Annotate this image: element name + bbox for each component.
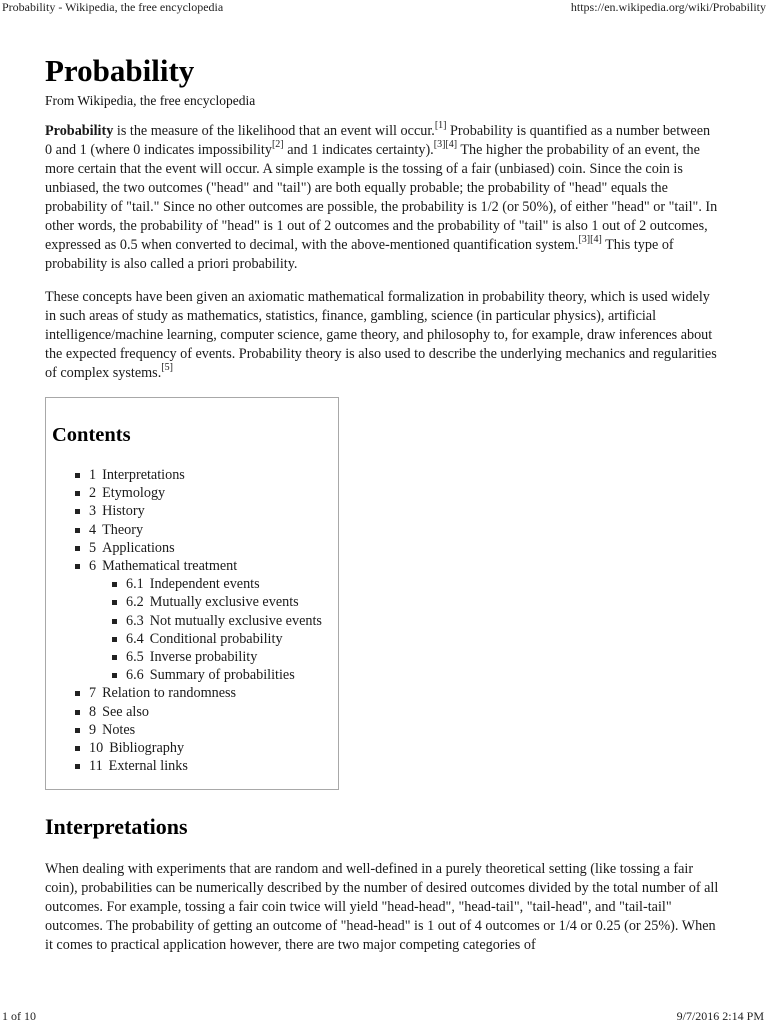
- intro-bold-term: Probability: [45, 123, 114, 139]
- section-heading-interpretations: Interpretations: [45, 814, 188, 840]
- toc-item-label: Summary of probabilities: [149, 667, 295, 684]
- toc-item-not-mutually-exclusive-events[interactable]: [52, 612, 338, 630]
- intro-text-4: The higher the probability of an event, the more certain that the event will occur. A simple example is the tossing of a fair (unbiased) coin. Since the coin is unbiased, the two outcomes ("head" and "tail") are both equally probable; the probability of "head" equals the probability of "tail." Since no other outcomes are possible, the probability is 1/2 (or 50%), of either "head" or "tail". In other words, the probability of "head" is 1 out of 2 outcomes and the probability of "tail" is also 1 out of 2 outcomes, expressed as 0.5 when converted to decimal, with the above-mentioned quantification system.: [45, 142, 718, 253]
- toc-item-label: Bibliography: [109, 740, 185, 757]
- toc-item-number: 7: [89, 685, 97, 702]
- toc-item-number: 6.4: [126, 630, 144, 647]
- intro-text-3: and 1 indicates certainty).: [283, 142, 434, 158]
- toc-item-notes[interactable]: [52, 721, 338, 739]
- print-footer: [2, 1009, 768, 1023]
- toc-item-number: 3: [89, 503, 97, 520]
- toc-item-label: Relation to randomness: [102, 685, 237, 702]
- toc-item-label: History: [102, 503, 145, 520]
- toc-item-number: 10: [89, 740, 104, 757]
- toc-item-label: Etymology: [102, 485, 166, 502]
- toc-item-number: 6: [89, 558, 97, 575]
- toc-item-label: Applications: [102, 539, 175, 556]
- second-paragraph-text: These concepts have been given an axiomatic mathematical formalization in probability theory, which is used widely in such areas of study as mathematics, statistics, finance, gambling, science (in particular physics), artificial intelligence/machine learning, computer science, game theory, and philosophy to, for example, draw inferences about the expected frequency of events. Probability theory is also used to describe the underlying mechanics and regularities of complex systems.: [45, 289, 717, 381]
- intro-text-1: is the measure of the likelihood that an event will occur.: [113, 123, 435, 139]
- toc-item-etymology[interactable]: [52, 484, 338, 502]
- citation-ref-2[interactable]: [2]: [271, 139, 284, 151]
- intro-text-2: Probability is quantified as a number between 0 and 1 (where 0 indicates impossibility: [45, 123, 711, 158]
- toc-item-inverse-probability[interactable]: [52, 648, 338, 666]
- toc-item-label: Conditional probability: [149, 630, 283, 647]
- toc-item-label: Mutually exclusive events: [149, 594, 299, 611]
- page-subtitle: From Wikipedia, the free encyclopedia: [45, 93, 256, 108]
- toc-item-number: 6.5: [126, 649, 144, 666]
- toc-item-bibliography[interactable]: [52, 739, 338, 757]
- toc-item-number: 9: [89, 721, 97, 738]
- toc-item-number: 6.6: [126, 667, 144, 684]
- citation-ref-3-4-second[interactable]: [3][4]: [578, 234, 602, 246]
- toc-item-theory[interactable]: [52, 521, 338, 539]
- toc-item-mathematical-treatment[interactable]: [52, 557, 338, 575]
- citation-ref-1[interactable]: [1]: [434, 120, 447, 132]
- toc-item-label: Interpretations: [102, 467, 185, 483]
- print-footer-timestamp: 9/7/2016 2:14 PM: [676, 1009, 764, 1023]
- toc-item-label: External links: [108, 758, 188, 775]
- print-header: [2, 0, 768, 14]
- citation-ref-3-4[interactable]: [3][4]: [433, 139, 458, 151]
- interpretations-paragraph: When dealing with experiments that are random and well-defined in a purely theoretical setting (like tossing a fair coin), probabilities can be numerically described by the number of desired outcomes divided by the total number of all outcomes. For example, tossing a fair coin twice will yield "head-head", "head-tail", "tail-head", and "tail-tail" outcomes. The probability of getting an outcome of "head-head" is 1 out of 4 outcomes or 1/4 or 0.25 (or 25%). When it comes to practical application however, there are two major competing categories of: [45, 861, 719, 954]
- toc-item-conditional-probability[interactable]: [52, 630, 338, 648]
- article-content: [45, 50, 720, 969]
- toc-item-number: 6.1: [126, 576, 144, 593]
- citation-ref-5[interactable]: [5]: [161, 362, 173, 374]
- toc-item-independent-events[interactable]: [52, 575, 338, 593]
- toc-item-label: Not mutually exclusive events: [149, 612, 322, 629]
- intro-text-5: This type of probability is also called a priori probability.: [45, 237, 674, 272]
- toc-item-relation-to-randomness[interactable]: [52, 684, 338, 702]
- second-paragraph: [45, 288, 720, 383]
- print-footer-page-count: 1 of 10: [2, 1009, 36, 1023]
- intro-paragraph: [45, 122, 720, 274]
- toc-item-summary-of-probabilities[interactable]: [52, 666, 338, 684]
- toc-item-number: 4: [89, 521, 97, 538]
- print-header-url: https://en.wikipedia.org/wiki/Probability: [570, 0, 766, 14]
- toc-item-see-also[interactable]: [52, 703, 338, 721]
- toc-item-label: Inverse probability: [149, 649, 258, 666]
- toc-item-external-links[interactable]: [52, 757, 338, 775]
- toc-item-applications[interactable]: [52, 539, 338, 557]
- toc-item-label: Mathematical treatment: [102, 558, 238, 575]
- toc-item-number: 6.3: [126, 612, 144, 629]
- page-title: Probability: [45, 53, 195, 88]
- toc-item-label: Notes: [102, 721, 136, 738]
- toc-item-mutually-exclusive-events[interactable]: [52, 593, 338, 611]
- toc-list: [52, 466, 338, 775]
- toc-item-number: 5: [89, 539, 97, 556]
- toc-item-number: 8: [89, 703, 97, 720]
- toc-item-interpretations[interactable]: [52, 466, 338, 484]
- toc-item-number: 2: [89, 485, 97, 502]
- print-header-page-title: Probability - Wikipedia, the free encyclopedia: [2, 0, 224, 14]
- toc-item-label: Independent events: [149, 576, 260, 593]
- toc-item-history[interactable]: [52, 502, 338, 520]
- toc-item-label: Theory: [102, 521, 144, 538]
- toc-item-number: 1: [89, 467, 97, 483]
- toc-title: Contents: [52, 424, 131, 446]
- toc-item-label: See also: [102, 703, 149, 720]
- table-of-contents: [45, 397, 339, 790]
- toc-item-number: 11: [89, 758, 103, 775]
- toc-item-number: 6.2: [126, 594, 144, 611]
